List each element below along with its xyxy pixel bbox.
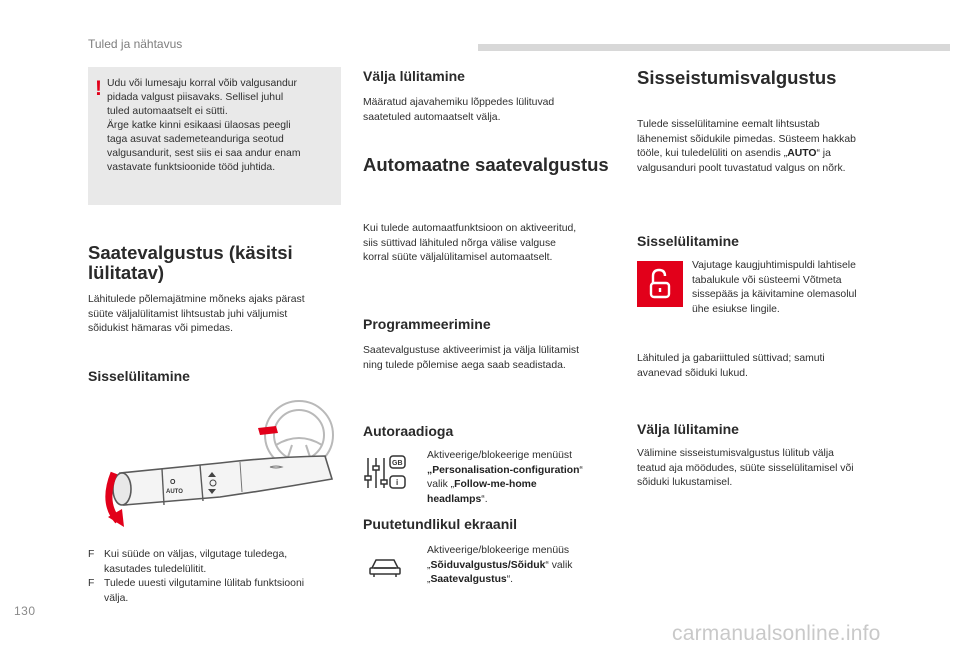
watermark: carmanualsonline.info	[672, 622, 881, 645]
section-title-manual-guide-lighting: Saatevalgustus (käsitsi lülitatav)	[88, 242, 293, 283]
manual-guide-intro: Lähitulede põlemajätmine mõneks ajaks pärast süüte väljalülitamist lihtsustab juhi väljumist sõidukist hämaras või pimedas.	[88, 294, 305, 334]
unlock-button-icon-box	[637, 261, 683, 307]
heading-welcome-switching-on: Sisselülitamine	[637, 233, 739, 249]
lights-on-text: Lähituled ja gabariittuled süttivad; samuti avanevad sõiduki lukud.	[637, 353, 825, 379]
subheading-switching-on: Sisselülitamine	[88, 368, 190, 384]
stalk-label-auto: AUTO	[166, 489, 183, 495]
audio-settings-icon	[364, 454, 408, 492]
header-bar	[478, 44, 950, 51]
section-title-automatic-guide-lighting: Automaatne saatevalgustus	[363, 154, 609, 175]
heading-welcome-switching-off: Välja lülitamine	[637, 421, 739, 437]
heading-switching-off: Välja lülitamine	[363, 68, 465, 84]
automatic-guide-text: Kui tulede automaatfunktsioon on aktiveeritud, siis süttivad lähituled nõrga välise valguse korral süüte väljalülitamisel automaatselt.	[363, 223, 577, 263]
svg-text:GB: GB	[392, 460, 403, 467]
section-title-welcome-lighting: Sisseistumisvalgustus	[637, 67, 837, 88]
stalk-label-o: O	[170, 479, 176, 486]
touch-screen-text: Aktiveerige/blokeerige menüüs „Sõiduvalgustus/Sõiduk“ valik „Saatevalgustus“.	[427, 545, 573, 585]
audio-system-text: Aktiveerige/blokeerige menüüst „Personalisation-configuration“ valik „Follow-me-home headlamps“.	[427, 450, 583, 505]
light-stalk-illustration	[100, 393, 342, 530]
padlock-open-icon	[637, 261, 683, 307]
list-item: F Kui süüde on väljas, vilgutage tuledega, kasutades tuledelülitit.	[88, 549, 288, 575]
bullet-list	[88, 548, 348, 606]
page-number: 130	[14, 604, 36, 618]
switching-off-text: Määratud ajavahemiku lõppedes lülituvad saatetuled automaatselt välja.	[363, 97, 555, 123]
welcome-lighting-intro: Tulede sisselülitamine eemalt lihtsustab lähenemist sõidukile pimedas. Süsteem hakkab tööle, kui tuledelüliti on asendis „AUTO“ ja valgusanduri poolt tuvastatud valgus on nõrk.	[637, 119, 856, 174]
warning-text: Udu või lumesaju korral võib valgusandur pidada valgust piisavaks. Sellisel juhul tuled automaatselt ei sütti. Ärge katke kinni esikaasi ülaosas peegli taga asuvat sademeteanduriga seotud valgusandurit, sest siis ei saa andur enam vastavate funktsioonide tööd juhtida.	[107, 78, 301, 173]
section-header-title: Tuled ja nähtavus	[88, 37, 183, 51]
svg-text:i: i	[396, 478, 399, 487]
car-icon	[368, 556, 402, 578]
welcome-switching-on-text: Vajutage kaugjuhtimispuldi lahtisele tabalukule või süsteemi Võtmeta sissepääs ja käivitamine olemasolul ühe esiukse lingile.	[692, 260, 857, 315]
heading-programming: Programmeerimine	[363, 316, 491, 332]
welcome-switching-off-text: Välimine sisseistumisvalgustus lülitub välja teatud aja möödudes, süüte sisselülitamisel või sõiduki lukustamisel.	[637, 448, 854, 488]
programming-text: Saatevalgustuse aktiveerimist ja välja lülitamist ning tulede põlemise aega saab seadistada.	[363, 345, 579, 371]
list-item: F Tulede uuesti vilgutamine lülitab funktsiooni välja.	[88, 578, 305, 604]
warning-exclamation-icon: !	[95, 77, 102, 100]
heading-touch-screen: Puutetundlikul ekraanil	[363, 516, 518, 532]
heading-audio-system: Autoraadioga	[363, 423, 454, 439]
light-stalk-icon	[113, 456, 332, 505]
